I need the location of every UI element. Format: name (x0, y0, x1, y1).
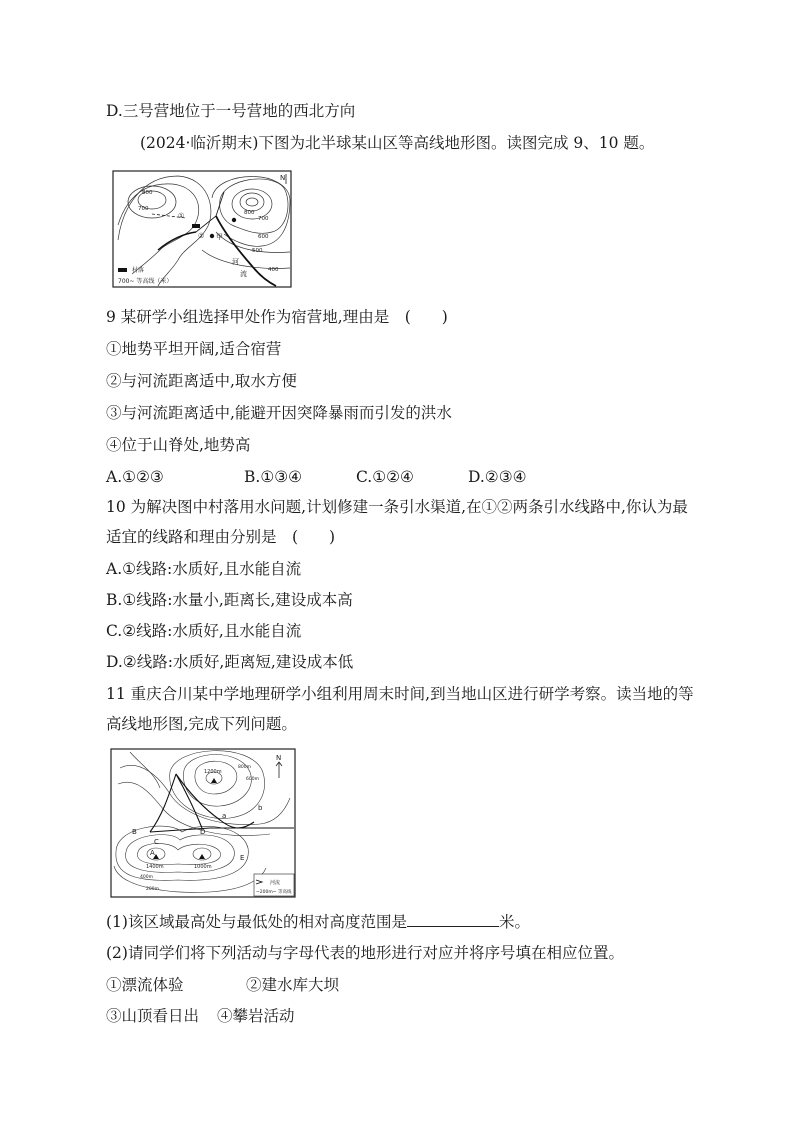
q11-stem-line1: 11 重庆合川某中学地理研学小组利用周末时间,到当地山区进行研学考察。读当地的等 (106, 685, 694, 703)
q9-option-c: C.①②④ (356, 468, 414, 486)
contour-label: 500 (252, 248, 263, 254)
peak-elevation-top: 1200m (204, 769, 222, 775)
label-a-upper: A (150, 849, 155, 857)
activity-1: ①漂流体验 (106, 976, 184, 994)
contour-label: 700 (258, 216, 269, 222)
q10-option-d: D.②线路:水质好,距离短,建设成本低 (106, 653, 354, 671)
q9-item-4: ④位于山脊处,地势高 (106, 436, 251, 454)
contour-label: 400 (268, 267, 279, 273)
q11-sub1-after: 米。 (498, 913, 530, 931)
q11-sub1 (106, 912, 530, 932)
q10-option-c: C.②线路:水质好,且水能自流 (106, 622, 302, 640)
contour-label: 600 (258, 234, 269, 240)
legend-village: 村落 (132, 267, 145, 274)
contour-label: 700 (138, 206, 149, 212)
contour-map-1 (112, 170, 292, 288)
intro-9-10: (2024·临沂期末)下图为北半球某山区等高线地形图。读图完成 9、10 题。 (140, 134, 655, 152)
activity-4: ④攀岩活动 (217, 1007, 295, 1025)
legend-contour-2: ~200m~ 等高线 (256, 890, 292, 895)
q9-item-1: ①地势平坦开阔,适合宿营 (106, 340, 282, 358)
activity-2: ②建水库大坝 (246, 976, 340, 994)
contour-map-2 (110, 748, 296, 898)
label-a-lower: a (222, 812, 227, 820)
q8-option-d: D.三号营地位于一号营地的西北方向 (106, 102, 356, 120)
contour-label: 800 (142, 190, 153, 196)
peak-elevation-left: 1400m (146, 864, 164, 870)
route-marker-2: ② (198, 232, 205, 240)
q11-stem-line2: 高线地形图,完成下列问题。 (106, 715, 297, 733)
label-c: C (154, 838, 159, 846)
q11-activities-row1 (106, 975, 339, 995)
q10-option-b: B.①线路:水量小,距离长,建设成本高 (106, 591, 353, 609)
q10-stem-line1: 10 为解决图中村落用水问题,计划修建一条引水渠道,在①②两条引水线路中,你认为最 (106, 498, 688, 516)
label-b-lower: b (258, 804, 263, 812)
q9-option-a: A.①②③ (106, 468, 164, 486)
q9-option-d: D.②③④ (468, 468, 527, 486)
contour-label: 400m (140, 875, 153, 880)
label-b: B (132, 828, 137, 836)
contour-label: 600m (246, 777, 259, 782)
label-e: E (240, 854, 245, 862)
river-label: 流 (240, 270, 247, 278)
answer-blank[interactable] (407, 912, 499, 927)
label-d: D (200, 828, 206, 836)
contour-label: 800m (238, 765, 251, 770)
q9-options (106, 467, 527, 487)
q9-option-b: B.①③④ (244, 468, 303, 486)
point-jia-label: 甲 (216, 233, 223, 241)
legend-river: 河流 (270, 880, 281, 886)
legend-contour: 700~ 等高线（米） (118, 278, 173, 285)
route-marker-1: ① (178, 212, 185, 220)
north-label-1: N (280, 174, 286, 182)
q10-option-a: A.①线路:水质好,且水能自流 (106, 560, 302, 578)
activity-3: ③山顶看日出 (106, 1007, 200, 1025)
q9-stem: 9 某研学小组选择甲处作为宿营地,理由是 ( ) (106, 308, 448, 326)
q11-sub2: (2)请同学们将下列活动与字母代表的地形进行对应并将序号填在相应位置。 (106, 944, 624, 962)
contour-label: 800 (244, 210, 255, 216)
river-label: 河 (232, 258, 239, 266)
q11-activities-row2 (106, 1006, 295, 1026)
q10-stem-line2: 适宜的线路和理由分别是 ( ) (106, 528, 336, 546)
q11-sub1-before: (1)该区域最高处与最低处的相对高度范围是 (106, 913, 407, 931)
q9-item-2: ②与河流距离适中,取水方便 (106, 372, 297, 390)
peak-elevation-right: 1000m (194, 864, 212, 870)
contour-label: 200m (146, 887, 159, 892)
q9-item-3: ③与河流距离适中,能避开因突降暴雨而引发的洪水 (106, 404, 452, 422)
north-label-2: N (276, 754, 282, 762)
